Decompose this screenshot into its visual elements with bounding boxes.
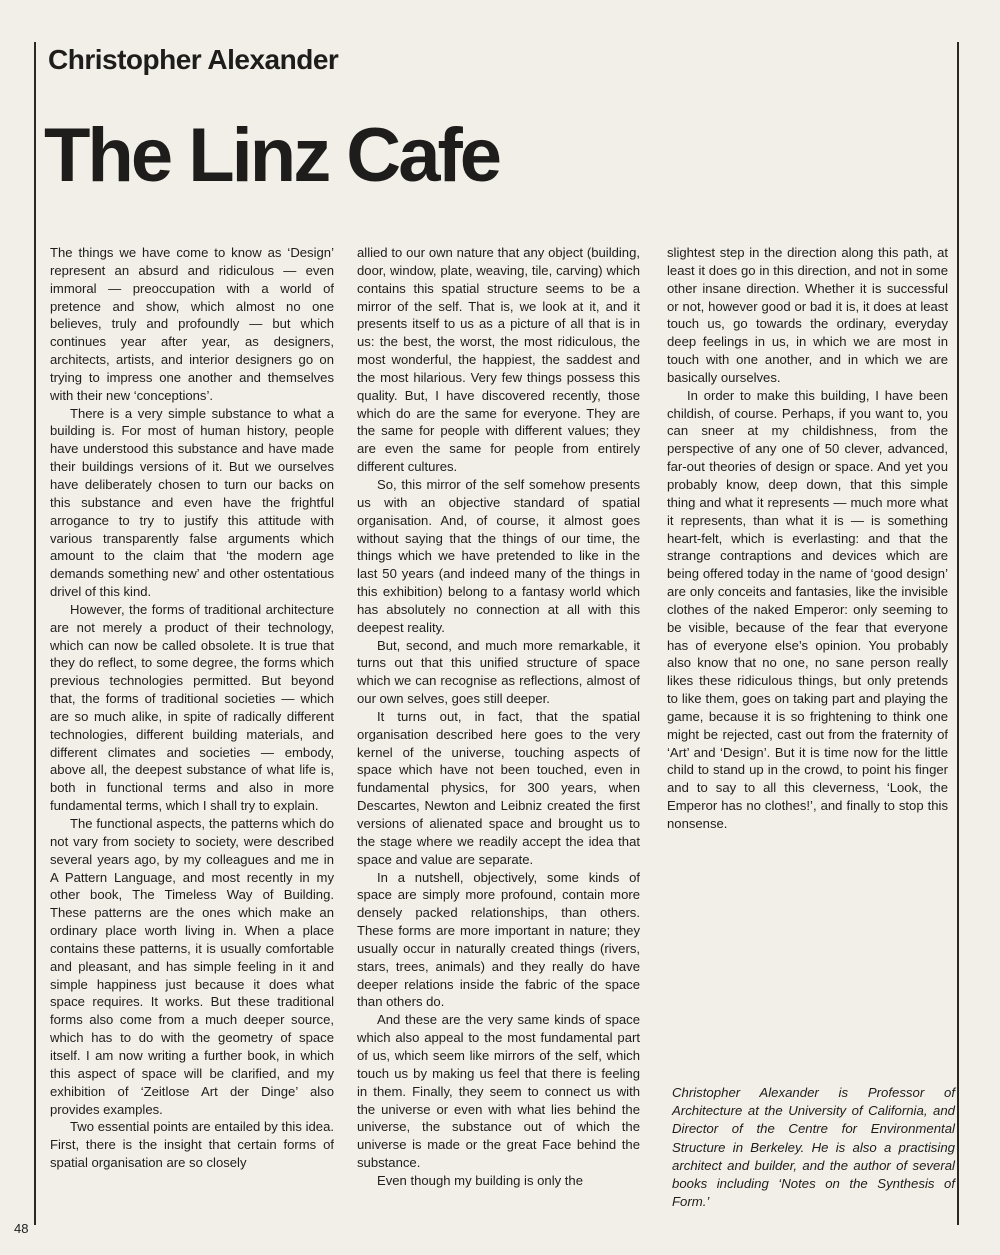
paragraph: However, the forms of traditional architecture are not merely a product of their technology, which can now be called obsolete. It is true that they do reflect, to some degree, the forms which previous technologies permitted. But beyond that, the forms of traditional societies — which are so much alike, in spite of radically different technologies, different building materials, and different climates and societies — embody, above all, the deepest substance of what life is, both in functional terms and also in more fundamental terms, which I shall try to explain. bbox=[50, 601, 334, 814]
paragraph: Even though my building is only the bbox=[377, 1172, 583, 1188]
paragraph: slightest step in the direction along this path, at least it does go in this direction, and not in some other insane direction. Whether it is successful or not, however good or bad it is, it does at least touch us, go towards the ordinary, everyday deep feelings in us, in which we are most in touch with one another, and in which we are basically ourselves. bbox=[667, 245, 948, 385]
article-title: The Linz Cafe bbox=[44, 113, 500, 198]
page-number: 48 bbox=[14, 1221, 29, 1236]
paragraph: In a nutshell, objectively, some kinds of space are simply more profound, contain more densely packed relationships, than others. These forms are more important in nature; they usually occur in naturally created things (rivers, stars, trees, animals) and they really do have deeper relations inside the fabric of the space than others do. bbox=[357, 869, 640, 1010]
paragraph: The functional aspects, the patterns which do not vary from society to society, were described several years ago, by my colleagues and me in A Pattern Language, and most recently in my other book, The Timeless Way of Building. These patterns are the ones which make an ordinary place worth living in. When a place contains these patterns, it is usually comfortable and pleasant, and has simple feeling in it and simple happiness just because it does what space requires. It works. But these traditional forms also come from a much deeper source, which has to do with the geometry of space itself. I am now writing a further book, in which this aspect of space will be clarified, and my exhibition of ‘Zeitlose Art der Dinge’ also provides examples. bbox=[50, 816, 334, 1117]
paragraph: Two essential points are entailed by this idea. First, there is the insight that certain forms of spatial organisation are so closely bbox=[50, 1119, 334, 1171]
paragraph: There is a very simple substance to what a building is. For most of human history, people have understood this substance and have made their buildings versions of it. But we ourselves have deliberately chosen to turn our backs on this substance and even have the frightful arrogance to try to justify this attitude with various transparently false arguments which amount to the claim that ‘the modern age demands something new’ and other ostentatious drivel of this kind. bbox=[50, 405, 334, 600]
author-name: Christopher Alexander bbox=[48, 44, 339, 75]
paragraph: The things we have come to know as ‘Design’ represent an absurd and ridiculous — even immoral — preoccupation with a world of pretence and show, which almost no one believes, truly and profoundly — but which continues year after year, as designers, architects, artists, and interior designers go on trying to impress one another and themselves with their new ‘conceptions’. bbox=[50, 245, 334, 403]
paragraph: It turns out, in fact, that the spatial organisation described here goes to the very kernel of the universe, touching aspects of space which have not been touched, even in fundamental physics, for 300 years, when Descartes, Newton and Leibniz created the first versions of alienated space and brought us to the stage where we readily accept the idea that space and value are separate. bbox=[357, 708, 640, 867]
paragraph: allied to our own nature that any object (building, door, window, plate, weaving, tile, carving) which contains this spatial structure seems to be a mirror of the self. That is, we look at it, and it presents itself to us as a picture of all that is in us: the best, the worst, the most ridiculous, the most wonderful, the happiest, the saddest and the most hilarious. Very few things possess this quality. But, I have discovered recently, those which do are the same for everyone. They are the same for people with different values; they are even the same for people from entirely different cultures. bbox=[357, 245, 640, 475]
author-bio: Christopher Alexander is Professor of Architecture at the University of California, and Director of the Centre for Environmental Structure in Berkeley. He is also a practising architect and builder, and the author of several books including ‘Notes on the Synthesis of Form.’ bbox=[672, 1085, 955, 1210]
paragraph: So, this mirror of the self somehow presents us with an objective standard of spatial organisation. And, of course, it almost goes without saying that the things of our time, the things which we have pretended to like in the last 50 years (and indeed many of the things in this exhibition) belong to a fantasy world which has absolutely no connection at all with this deepest reality. bbox=[357, 476, 640, 635]
text-column-1 bbox=[50, 244, 334, 1212]
paragraph: But, second, and much more remarkable, it turns out that this unified structure of space which we can recognise as reflections, almost of our own selves, goes still deeper. bbox=[357, 637, 640, 707]
text-column-3 bbox=[667, 244, 948, 864]
right-margin-rule bbox=[957, 42, 959, 1225]
paragraph: And these are the very same kinds of space which also appeal to the most fundamental part of us, which seem like mirrors of the self, which touch us by making us feel that there is feeling in them. Finally, they seem to connect us with the universe or even with what lies behind the universe, the substance out of which the universe is made or the great Face behind the substance. bbox=[357, 1012, 640, 1171]
left-margin-rule bbox=[34, 42, 36, 1225]
text-column-2 bbox=[357, 244, 640, 1212]
paragraph: In order to make this building, I have been childish, of course. Perhaps, if you want to, you can sneer at my childishness, from the perspective of any one of 50 clever, advanced, far-out theories of design or space. And yet you probably know, deep down, that this simple thing and what it represents — much more what it represents, than what it is — is something heart-felt, which is everlasting: and that the strange contraptions and devices which are being offered today in the name of ‘good design’ are only conceits and fantasies, like the invisible clothes of the naked Emperor: only seeming to be visible, because of the fear that everyone has of everyone else’s opinion. You probably also know that no one, no sane person really likes these ridiculous things, but only pretends to like them, goes on taking part and playing the game, because it is so frightening to think one might be rejected, cast out from the fraternity of ‘Art’ and ‘Design’. But it is time now for the little child to stand up in the crowd, to point his finger and to say to all this cleverness, ‘Look, the Emperor has no clothes!’, and finally to stop this nonsense. bbox=[667, 387, 948, 831]
